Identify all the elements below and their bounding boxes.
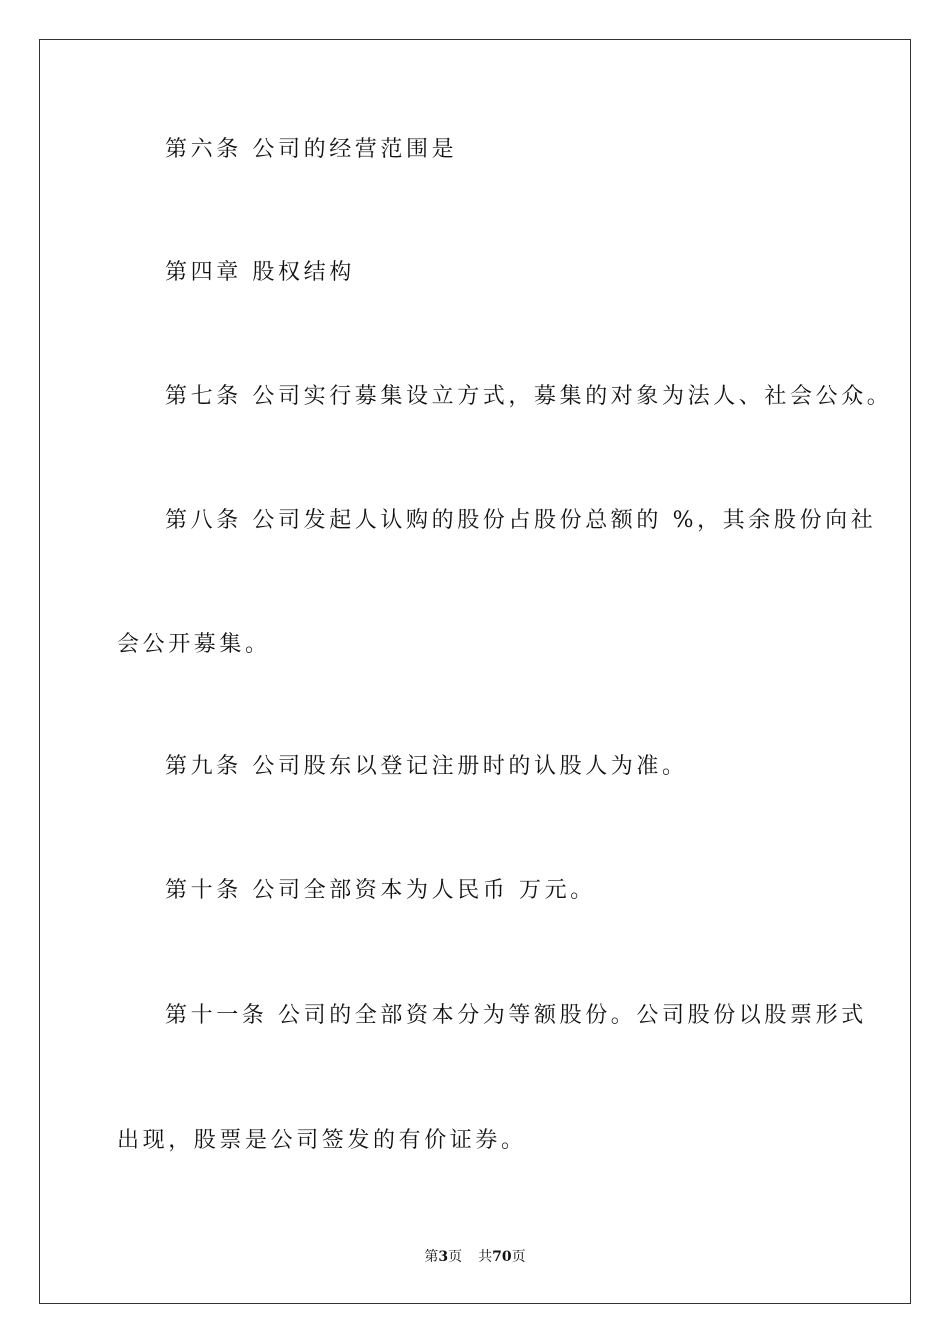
total-suffix: 页 <box>511 1249 526 1265</box>
page-prefix: 第 <box>424 1249 439 1265</box>
article-9: 第九条 公司股东以登记注册时的认股人为准。 <box>165 754 688 779</box>
article-7: 第七条 公司实行募集设立方式，募集的对象为法人、社会公众。 <box>165 384 893 409</box>
chapter-4-heading: 第四章 股权结构 <box>165 260 355 285</box>
page-border <box>39 39 911 1304</box>
article-11-continued: 出现，股票是公司签发的有价证券。 <box>117 1128 527 1153</box>
page-number: 3 <box>438 1249 449 1265</box>
total-prefix: 共 <box>478 1249 493 1265</box>
page-suffix: 页 <box>448 1249 463 1265</box>
total-pages: 70 <box>492 1249 512 1265</box>
article-11: 第十一条 公司的全部资本分为等额股份。公司股份以股票形式 <box>165 1003 867 1028</box>
article-8: 第八条 公司发起人认购的股份占股份总额的 %，其余股份向社 <box>165 508 877 533</box>
article-6: 第六条 公司的经营范围是 <box>165 137 458 162</box>
article-10: 第十条 公司全部资本为人民币 万元。 <box>165 878 596 903</box>
page-footer <box>0 1248 950 1266</box>
article-8-continued: 会公开募集。 <box>117 632 271 657</box>
